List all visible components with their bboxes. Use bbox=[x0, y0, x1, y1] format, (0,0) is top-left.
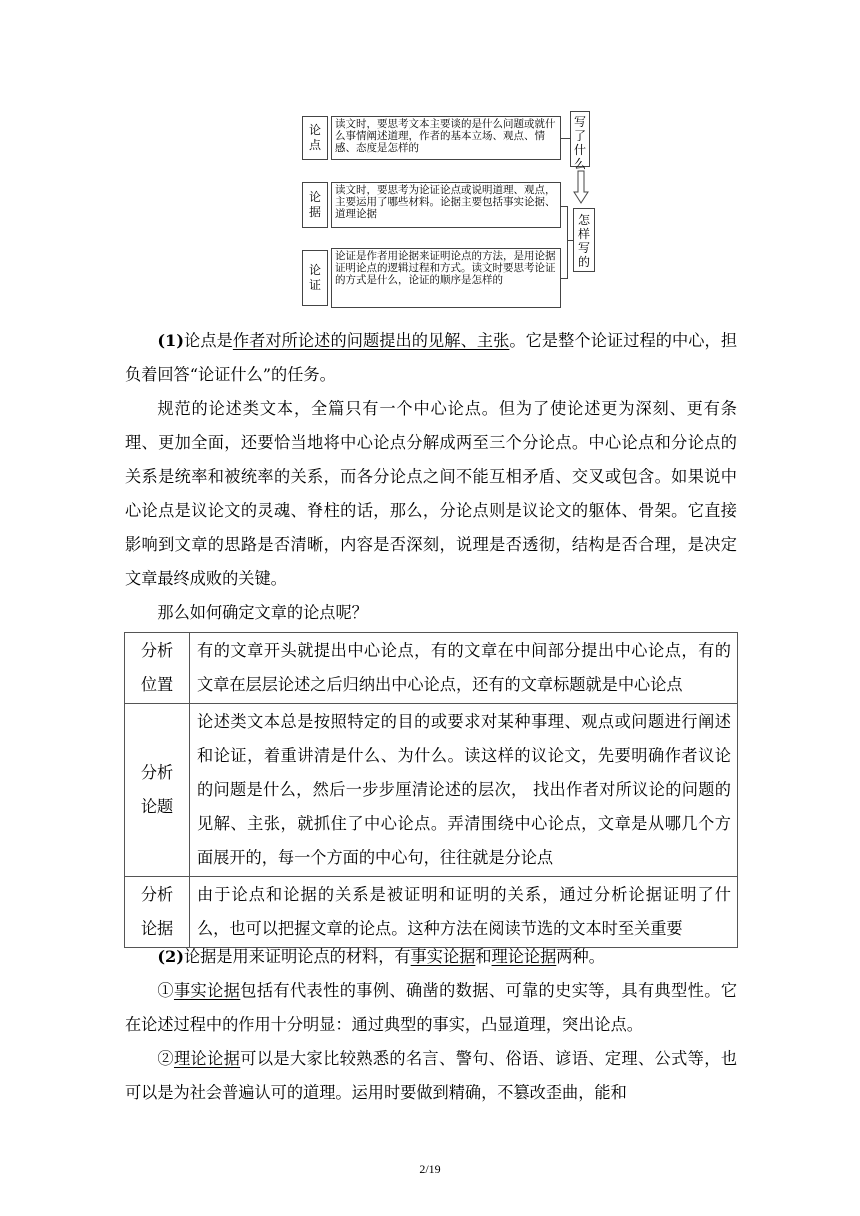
table-row-header bbox=[125, 704, 190, 877]
table-row-header bbox=[125, 877, 190, 948]
text: 可以是大家比较熟悉的名言、警句、俗语、谚语、定理、公式等，也可以是为社会普遍认可的道理。运用时要做到精确，不篡改歪曲，能和 bbox=[125, 1049, 738, 1102]
text: 和 bbox=[475, 947, 492, 966]
text: 论点是 bbox=[183, 331, 233, 350]
what-label-char: 什 bbox=[573, 143, 586, 157]
underlined-term: 理论论据 bbox=[173, 1049, 241, 1068]
paragraph-factual-evidence bbox=[125, 974, 737, 1042]
lundian-box bbox=[331, 116, 561, 160]
argument-structure-diagram bbox=[0, 0, 860, 320]
row-header-line: 分析 bbox=[140, 885, 174, 904]
row-header-line: 分析 bbox=[140, 641, 174, 660]
lundian-label-char-1: 论 bbox=[308, 123, 321, 137]
table-row bbox=[125, 633, 738, 704]
text: 两种。 bbox=[556, 947, 605, 966]
lunzheng-label-char-2: 证 bbox=[308, 278, 321, 292]
table-row-content: 论述类文本总是按照特定的目的或要求对某种事理、观点或问题进行阐述和论证，着重讲清是什么、为什么。读这样的议论文，先要明确作者议论的问题是什么，然后一步步厘清论述的层次， 找出作者对所议论的问题的见解、主张，就抓住了中心论点。弄清围绕中心论点，文章是从哪几个方面展开的，每一个方面的中心句，往往就是分论点 bbox=[190, 704, 738, 877]
paragraph-evidence-definition bbox=[125, 940, 737, 974]
what-label-char: 么 bbox=[573, 157, 586, 171]
how-label-char: 写 bbox=[577, 241, 590, 255]
table-row-header bbox=[125, 633, 190, 704]
section-number: (2) bbox=[157, 947, 184, 966]
down-arrow-icon bbox=[573, 170, 589, 204]
what-written-label bbox=[570, 111, 590, 171]
page-number: 2/19 bbox=[419, 1162, 441, 1176]
paragraph-theoretical-evidence bbox=[125, 1042, 737, 1110]
lunzheng-label bbox=[302, 250, 328, 306]
row-header-line: 论题 bbox=[140, 797, 174, 816]
lunju-text: 读文时，要思考为论证论点或说明道理、观点，主要运用了哪些材料。论据主要包括事实论据、道理论据 bbox=[335, 184, 556, 220]
lundian-label-char-2: 点 bbox=[308, 138, 321, 152]
how-label-char: 的 bbox=[577, 255, 590, 269]
how-label-char: 样 bbox=[577, 227, 590, 241]
row-header-line: 论据 bbox=[140, 919, 174, 938]
text: 论据是用来证明论点的材料，有 bbox=[183, 947, 411, 966]
how-written-label bbox=[573, 208, 595, 272]
underlined-term: 事实论据 bbox=[173, 981, 241, 1000]
lunzheng-label-char-1: 论 bbox=[308, 263, 321, 277]
underlined-term: 事实论据 bbox=[410, 947, 476, 966]
bracket-vertical bbox=[567, 206, 568, 279]
underlined-definition: 作者对所论述的问题提出的见解、主张 bbox=[232, 331, 510, 350]
lunzheng-text: 论证是作者用论据来证明论点的方法，是用论据证明论点的逻辑过程和方式。读文时要思考论证的方式是什么，论证的顺序是怎样的 bbox=[335, 250, 556, 286]
argument-method-table bbox=[124, 632, 738, 948]
text: 包括有代表性的事例、确凿的数据、可靠的史实等，具有典型性。它在论述过程中的作用十分明显：通过典型的事实，凸显道理，突出论点。 bbox=[125, 981, 738, 1034]
row-header-line: 分析 bbox=[140, 763, 174, 782]
lunzheng-box bbox=[331, 248, 561, 308]
lundian-label bbox=[302, 116, 328, 160]
lunju-box bbox=[331, 182, 561, 228]
table-row bbox=[125, 877, 738, 948]
paragraph-central-argument: 规范的论述类文本，全篇只有一个中心论点。但为了使论述更为深刻、更有条理、更加全面，还要恰当地将中心论点分解成两至三个分论点。中心论点和分论点的关系是统率和被统率的关系，而各分论点之间不能互相矛盾、交叉或包含。如果说中心论点是议论文的灵魂、脊柱的话，那么，分论点则是议论文的躯体、骨架。它直接影响到文章的思路是否清晰，内容是否深刻，说理是否透彻，结构是否合理，是决定文章最终成败的关键。 bbox=[125, 399, 737, 588]
what-label-char: 写 bbox=[573, 115, 586, 129]
paragraph-argument-definition bbox=[125, 324, 737, 392]
list-marker: ① bbox=[157, 981, 174, 1000]
text: 。它是整个论证过程的中心，担负着回答“论证什么”的任务。 bbox=[125, 331, 738, 384]
lunju-label-char-2: 据 bbox=[308, 205, 321, 219]
underlined-term: 理论论据 bbox=[491, 947, 557, 966]
row-header-line: 位置 bbox=[140, 675, 174, 694]
table-row-content: 有的文章开头就提出中心论点，有的文章在中间部分提出中心论点，有的文章在层层论述之后归纳出中心论点，还有的文章标题就是中心论点 bbox=[190, 633, 738, 704]
list-marker: ② bbox=[157, 1049, 174, 1068]
lunju-label bbox=[302, 182, 328, 228]
lundian-text: 读文时，要思考文本主要谈的是什么问题或就什么事情阐述道理，作者的基本立场、观点、情感、态度是怎样的 bbox=[335, 118, 556, 154]
table-row bbox=[125, 704, 738, 877]
how-label-char: 怎 bbox=[577, 213, 590, 227]
section-number: (1) bbox=[157, 331, 184, 350]
paragraph-question: 那么如何确定文章的论点呢？ bbox=[157, 603, 368, 622]
lunju-label-char-1: 论 bbox=[308, 190, 321, 204]
what-label-char: 了 bbox=[573, 129, 586, 143]
table-row-content: 由于论点和论据的关系是被证明和证明的关系，通过分析论据证明了什么，也可以把握文章的论点。这种方法在阅读节选的文本时至关重要 bbox=[190, 877, 738, 948]
